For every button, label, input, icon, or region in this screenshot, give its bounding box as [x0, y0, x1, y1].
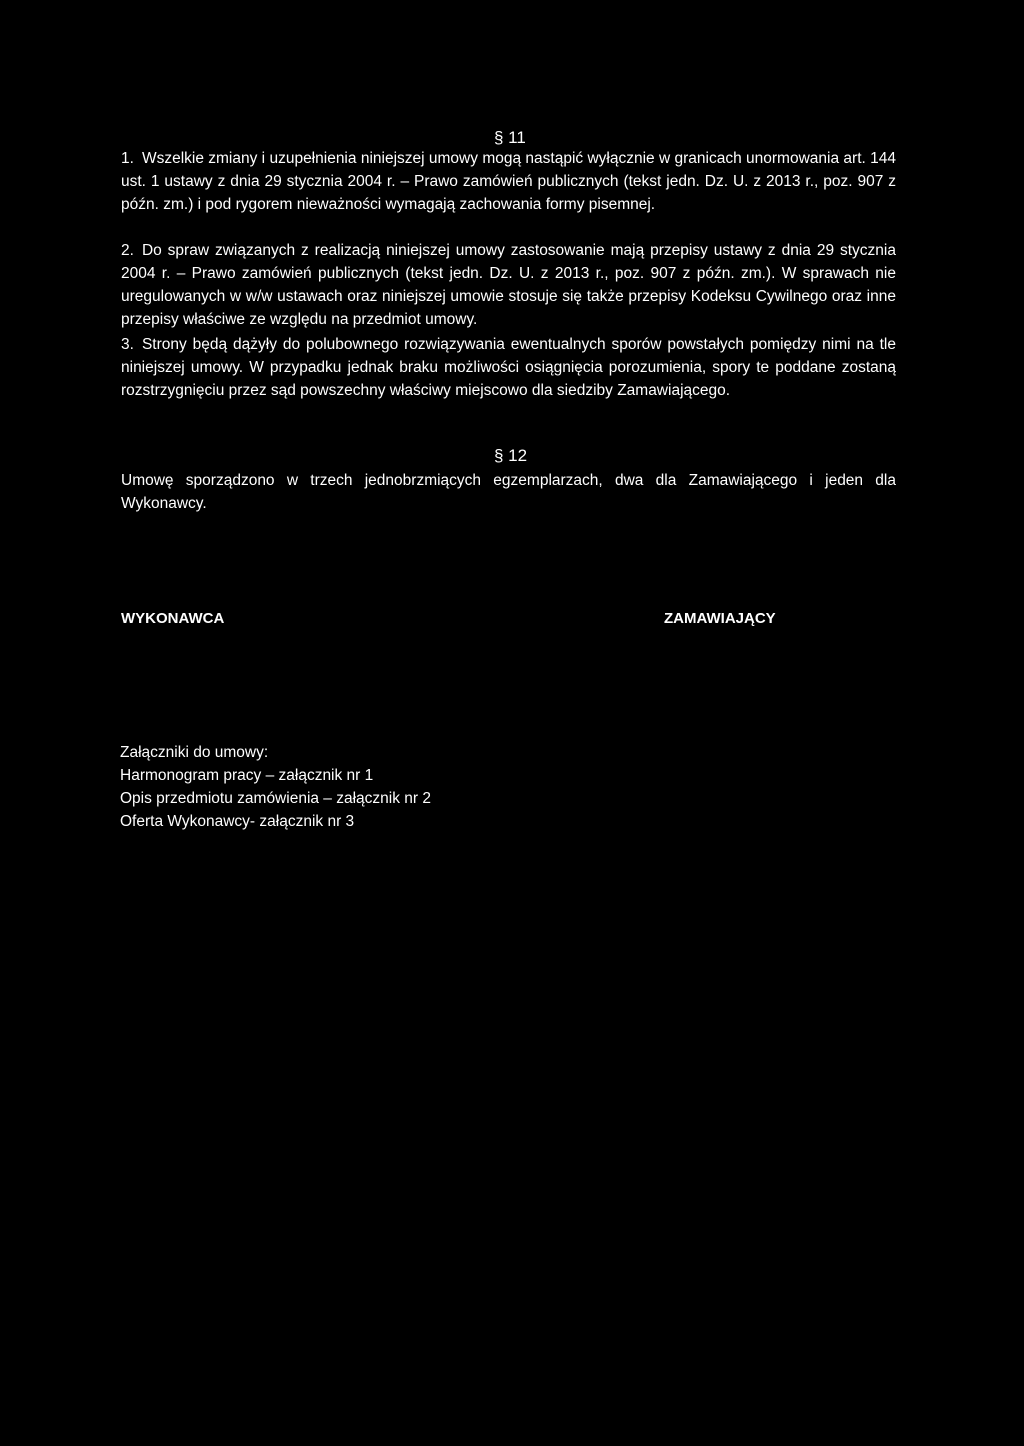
signature-label-contractor: WYKONAWCA — [121, 610, 225, 627]
section-11-paragraph-3 — [121, 333, 896, 402]
attachment-item: Opis przedmiotu zamówienia – załącznik nr 2 — [120, 790, 431, 807]
paragraph-text: Wszelkie zmiany i uzupełnienia niniejszej umowy mogą nastąpić wyłącznie w granicach unormowania art. 144 ust. 1 ustawy z dnia 29 stycznia 2004 r. – Prawo zamówień publicznych (tekst jedn. Dz. U. z 2013 r., poz. 907 z późn. zm.) i pod rygorem nieważności wymagają zachowania formy pisemnej. — [121, 150, 896, 213]
paragraph-number: 3. — [121, 336, 134, 353]
section-12-title: § 12 — [494, 446, 528, 465]
paragraph-text: Do spraw związanych z realizacją niniejszej umowy zastosowanie mają przepisy ustawy z dnia 29 stycznia 2004 r. – Prawo zamówień publicznych (tekst jedn. Dz. U. z 2013 r., poz. 907 z późn. zm.). W sprawach nie uregulowanych w w/w ustawach oraz niniejszej umowie stosuje się także przepisy Kodeksu Cywilnego oraz inne przepisy właściwe ze względu na przedmiot umowy. — [121, 242, 896, 328]
paragraph-number: 1. — [121, 150, 134, 167]
paragraph-text: Strony będą dążyły do polubownego rozwiązywania ewentualnych sporów powstałych pomiędzy nimi na tle niniejszej umowy. W przypadku jednak braku możliwości osiągnięcia porozumienia, spory te poddane zostaną rozstrzygnięciu przez sąd powszechny właściwy miejscowo dla siedziby Zamawiającego. — [121, 336, 896, 399]
paragraph-number: 2. — [121, 242, 134, 259]
section-11-paragraph-1 — [121, 147, 896, 216]
section-11-paragraph-2 — [121, 239, 896, 331]
attachment-item: Oferta Wykonawcy- załącznik nr 3 — [120, 813, 355, 830]
section-11-title: § 11 — [494, 128, 526, 147]
section-12-paragraph: Umowę sporządzono w trzech jednobrzmiących egzemplarzach, dwa dla Zamawiającego i jeden dla Wykonawcy. — [121, 472, 896, 512]
attachments-heading: Załączniki do umowy: — [120, 744, 269, 761]
attachment-item: Harmonogram pracy – załącznik nr 1 — [120, 767, 374, 784]
attachments-list — [120, 741, 431, 833]
signature-label-client: ZAMAWIAJĄCY — [664, 610, 776, 627]
